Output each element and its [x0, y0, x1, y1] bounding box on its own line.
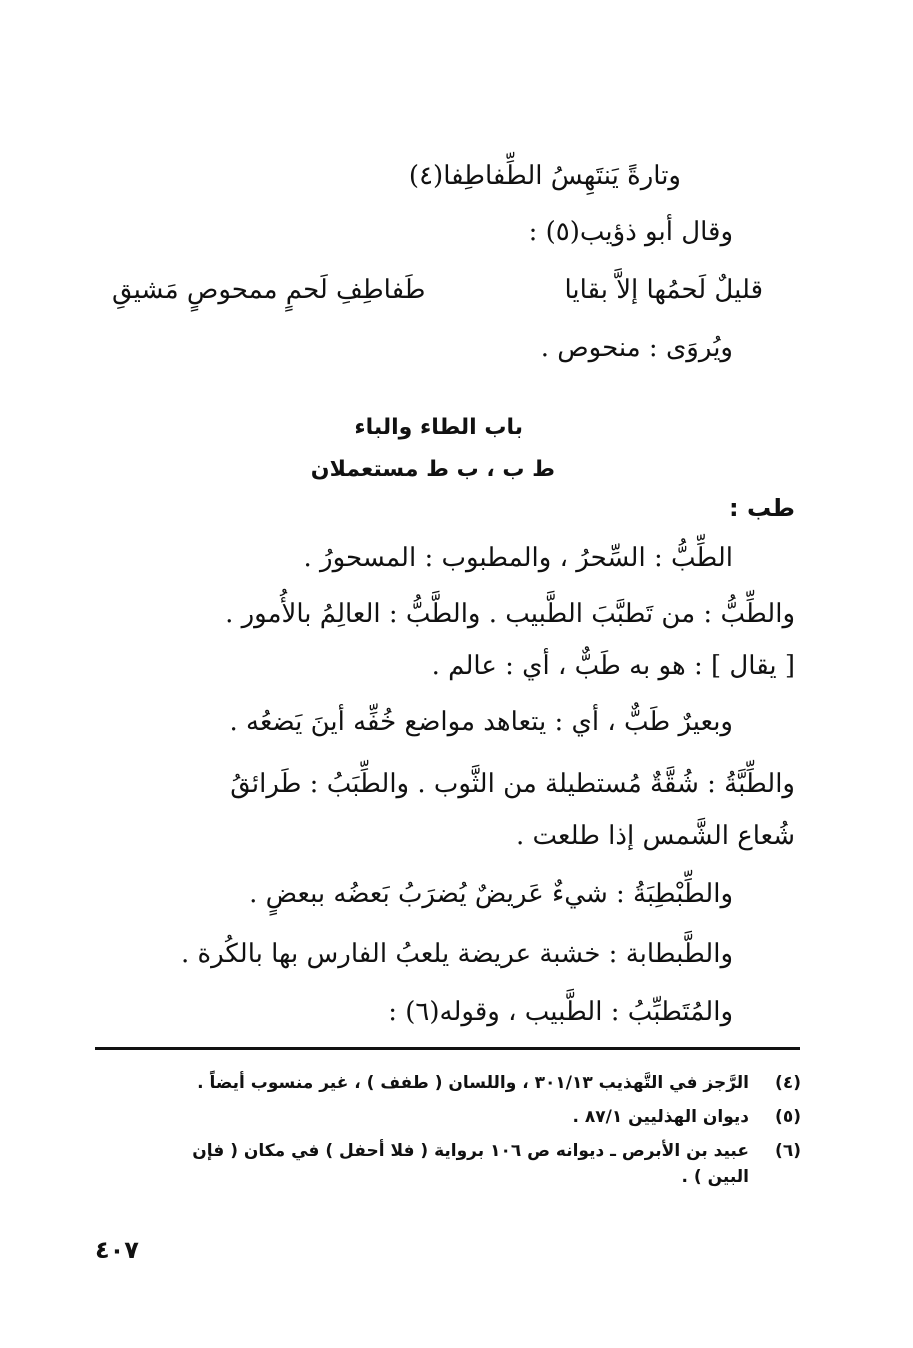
- verse-hemistich-right: قليلٌ لَحمُها إلاَّ بقايا: [564, 275, 763, 305]
- body-line-7: والطِّبْطِبَةُ : شيءٌ عَريضٌ يُضرَبُ بَعضُه ببعضٍ .: [249, 879, 733, 909]
- body-line-6: شُعاع الشَّمس إذا طلعت .: [515, 821, 795, 851]
- body-line-1: الطِّبُّ : السِّحرُ ، والمطبوب : المسحورُ .: [303, 543, 733, 573]
- page-number: ٤٠٧: [95, 1236, 139, 1264]
- body-line-3: [ يقال ] : هو به طَبٌّ ، أي : عالم .: [431, 651, 795, 681]
- footnote-text: ديوان الهذليين ٨٧/١ .: [572, 1107, 749, 1127]
- footnote-text-continuation: البين ) .: [681, 1167, 749, 1187]
- verse-intro: وقال أبو ذؤيب(٥) :: [528, 217, 733, 247]
- footnote-number: (٦): [775, 1141, 801, 1161]
- footnote-6: [96, 1138, 801, 1190]
- footnote-number: (٥): [775, 1107, 801, 1127]
- root-heading: ط ب ، ب ط مستعملان: [310, 457, 555, 482]
- body-line-8: والطَّبطابة : خشبة عريضة يلعبُ الفارس بها بالكُرة .: [180, 939, 733, 969]
- footnote-5: [96, 1104, 801, 1130]
- footnote-text: عبيد بن الأبرص ـ ديوانه ص ١٠٦ برواية ( فلا أحفل ) في مكان ( فإن: [192, 1141, 749, 1161]
- footnote-text: الرَّجز في التَّهذيب ٣٠١/١٣ ، واللسان ( طفف ) ، غير منسوب أيضاً .: [197, 1073, 749, 1093]
- body-line-5: والطِّبَّةُ : شُقَّةٌ مُستطيلة من الثَّوب . والطِّبَبُ : طَرائقُ: [230, 769, 795, 799]
- body-line-2: والطِّبُّ : من تَطبَّبَ الطَّبيب . والطَّبُّ : العالِمُ بالأُمور .: [225, 599, 795, 629]
- variant-reading: ويُروَى : منحوص .: [540, 333, 733, 363]
- body-line-4: وبعيرٌ طَبٌّ ، أي : يتعاهد مواضع خُفِّه أينَ يَضعُه .: [229, 707, 733, 737]
- verse-hemistich-left: طَفاطِفِ لَحمٍ ممحوصٍ مَشيقِ: [112, 275, 426, 305]
- footnote-divider: [95, 1047, 800, 1050]
- body-line-9: والمُتَطبِّبُ : الطَّبيب ، وقوله(٦) :: [388, 997, 733, 1027]
- footnote-number: (٤): [775, 1073, 801, 1093]
- verse-line-1: وتارةً يَنتَهِسُ الطِّفاطِفا(٤): [408, 161, 681, 191]
- entry-heading: طب :: [729, 494, 795, 522]
- footnote-4: [96, 1070, 801, 1096]
- chapter-heading: باب الطاء والباء: [354, 415, 523, 440]
